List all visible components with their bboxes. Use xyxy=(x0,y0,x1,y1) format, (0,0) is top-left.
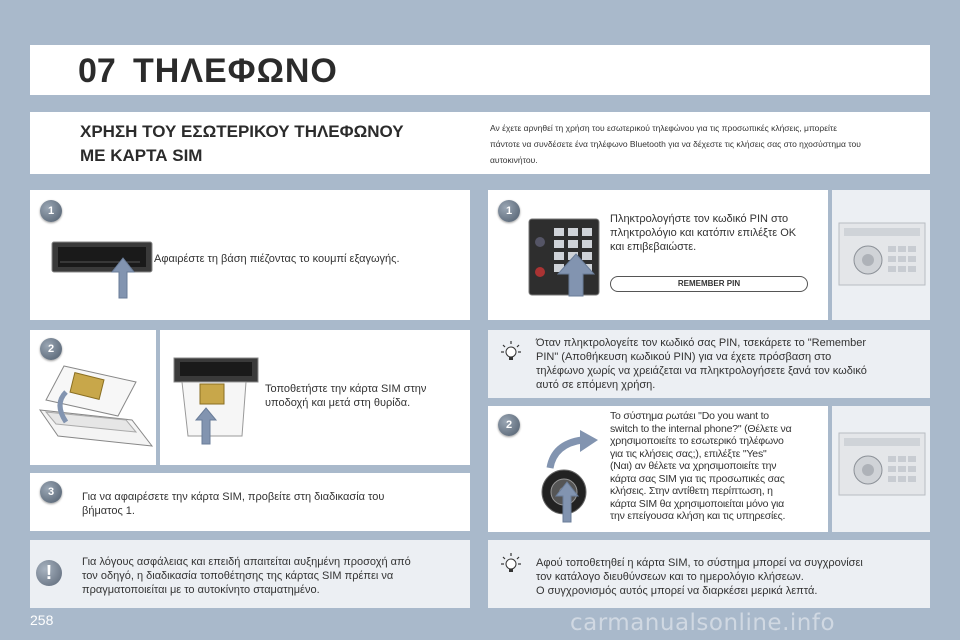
right-step1-text xyxy=(610,212,825,254)
remember-pin-button[interactable]: REMEMBER PIN xyxy=(610,276,808,292)
text-line: Για λόγους ασφάλειας και επειδή απαιτείται αυξημένη προσοχή από xyxy=(82,556,411,568)
tip1-text xyxy=(536,336,926,392)
text-line: Αφού τοποθετηθεί η κάρτα SIM, το σύστημα μπορεί να συγχρονίσει xyxy=(536,557,863,569)
sim-tray-illustration xyxy=(36,362,154,452)
intro-line: πάντοτε να συνδέσετε ένα τηλέφωνο Bluetooth για να δέχεστε τις κλήσεις σας στο ηχοσύστημα του xyxy=(490,139,861,149)
intro-text xyxy=(490,120,910,168)
text-line: χρησιμοποιείτε το εσωτερικό τηλέφωνο xyxy=(610,435,784,447)
arrow-up-icon xyxy=(110,256,136,300)
text-line: Πληκτρολογήστε τον κωδικό PIN στο xyxy=(610,213,789,225)
lightbulb-icon xyxy=(500,552,522,574)
text-line: κάρτα SIM θα χρησιμοποιείται μόνο για xyxy=(610,497,785,510)
left-step3-text xyxy=(82,490,462,518)
section-title xyxy=(80,120,480,168)
text-line: Όταν πληκτρολογείτε τον κωδικό σας PIN, τσεκάρετε το "Remember xyxy=(536,337,867,349)
text-line: (Ναι) αν θέλετε να χρησιμοποιείτε την xyxy=(610,460,777,472)
text-line: υποδοχή και μετά στη θυρίδα. xyxy=(265,397,411,409)
text-line: βήματος 1. xyxy=(82,505,135,517)
text-line: κλήσεις. Στην αντίθετη περίπτωση, η xyxy=(610,485,773,497)
step-badge: 2 xyxy=(498,414,520,436)
radio-unit-illustration xyxy=(838,432,926,496)
arrow-up-icon xyxy=(556,252,596,298)
text-line: Το σύστημα ρωτάει "Do you want to xyxy=(610,410,769,422)
left-step2-text xyxy=(265,382,465,410)
watermark: carmanualsonline.info xyxy=(570,610,836,636)
text-line: αυτό σε επόμενη χρήση. xyxy=(536,379,656,391)
step-badge: 1 xyxy=(40,200,62,222)
text-line: για τις κλήσεις σας;), επιλέξτε "Yes" xyxy=(610,447,767,460)
arrow-up-icon xyxy=(194,406,218,446)
lightbulb-icon xyxy=(500,340,522,362)
step-badge: 3 xyxy=(40,481,62,503)
arrow-up-icon xyxy=(554,480,580,524)
radio-unit-illustration xyxy=(838,222,926,286)
tip2-text xyxy=(536,556,926,598)
text-line: κάρτα σας SIM για τις προσωπικές σας xyxy=(610,472,785,485)
text-line: τον κατάλογο διευθύνσεων και το ημερολόγιο κλήσεων. xyxy=(536,571,804,583)
text-line: PIN" (Αποθήκευση κωδικού PIN) για να έχετε πρόσβαση στο xyxy=(536,351,832,363)
text-line: τον οδηγό, η διαδικασία τοποθέτησης της κάρτας SIM πρέπει να xyxy=(82,570,394,582)
left-step1-text: Αφαιρέστε τη βάση πιέζοντας το κουμπί εξαγωγής. xyxy=(154,253,400,265)
sim-holder-illustration xyxy=(50,240,160,300)
right-step2-text xyxy=(610,410,825,523)
step-badge: 1 xyxy=(498,200,520,222)
warning-text xyxy=(82,555,467,597)
page-number: 258 xyxy=(30,612,54,628)
text-line: Ο συγχρονισμός αυτός μπορεί να διαρκέσει μερικά λεπτά. xyxy=(536,585,818,597)
chapter-number: 07 xyxy=(78,52,116,90)
text-line: πραγματοποιείται με το αυτοκίνητο σταματημένο. xyxy=(82,584,320,596)
text-line: και επιβεβαιώστε. xyxy=(610,241,697,253)
text-line: την επείγουσα κλήση και τις υπηρεσίες. xyxy=(610,510,786,522)
text-line: πληκτρολόγιο και κατόπιν επιλέξτε OK xyxy=(610,227,797,239)
intro-line: Αν έχετε αρνηθεί τη χρήση του εσωτερικού τηλεφώνου για τις προσωπικές κλήσεις, μπορείτε xyxy=(490,123,838,133)
text-line: τηλέφωνο χωρίς να χρειάζεται να πληκτρολογήσετε ξανά τον κωδικό xyxy=(536,365,867,377)
step-badge: 2 xyxy=(40,338,62,360)
section-title-line2: ΜΕ ΚΑΡΤΑ SIM xyxy=(80,146,203,165)
text-line: switch to the internal phone?" (Θέλετε να xyxy=(610,422,792,435)
text-line: Για να αφαιρέσετε την κάρτα SIM, προβείτε στη διαδικασία του xyxy=(82,491,385,503)
warning-icon: ! xyxy=(36,560,62,586)
intro-line: αυτοκινήτου. xyxy=(490,155,538,165)
chapter-title: ΤΗΛΕΦΩΝΟ xyxy=(133,52,338,90)
section-title-line1: ΧΡΗΣΗ ΤΟΥ ΕΣΩΤΕΡΙΚΟΥ ΤΗΛΕΦΩΝΟΥ xyxy=(80,122,404,141)
text-line: Τοποθετήστε την κάρτα SIM στην xyxy=(265,383,427,395)
